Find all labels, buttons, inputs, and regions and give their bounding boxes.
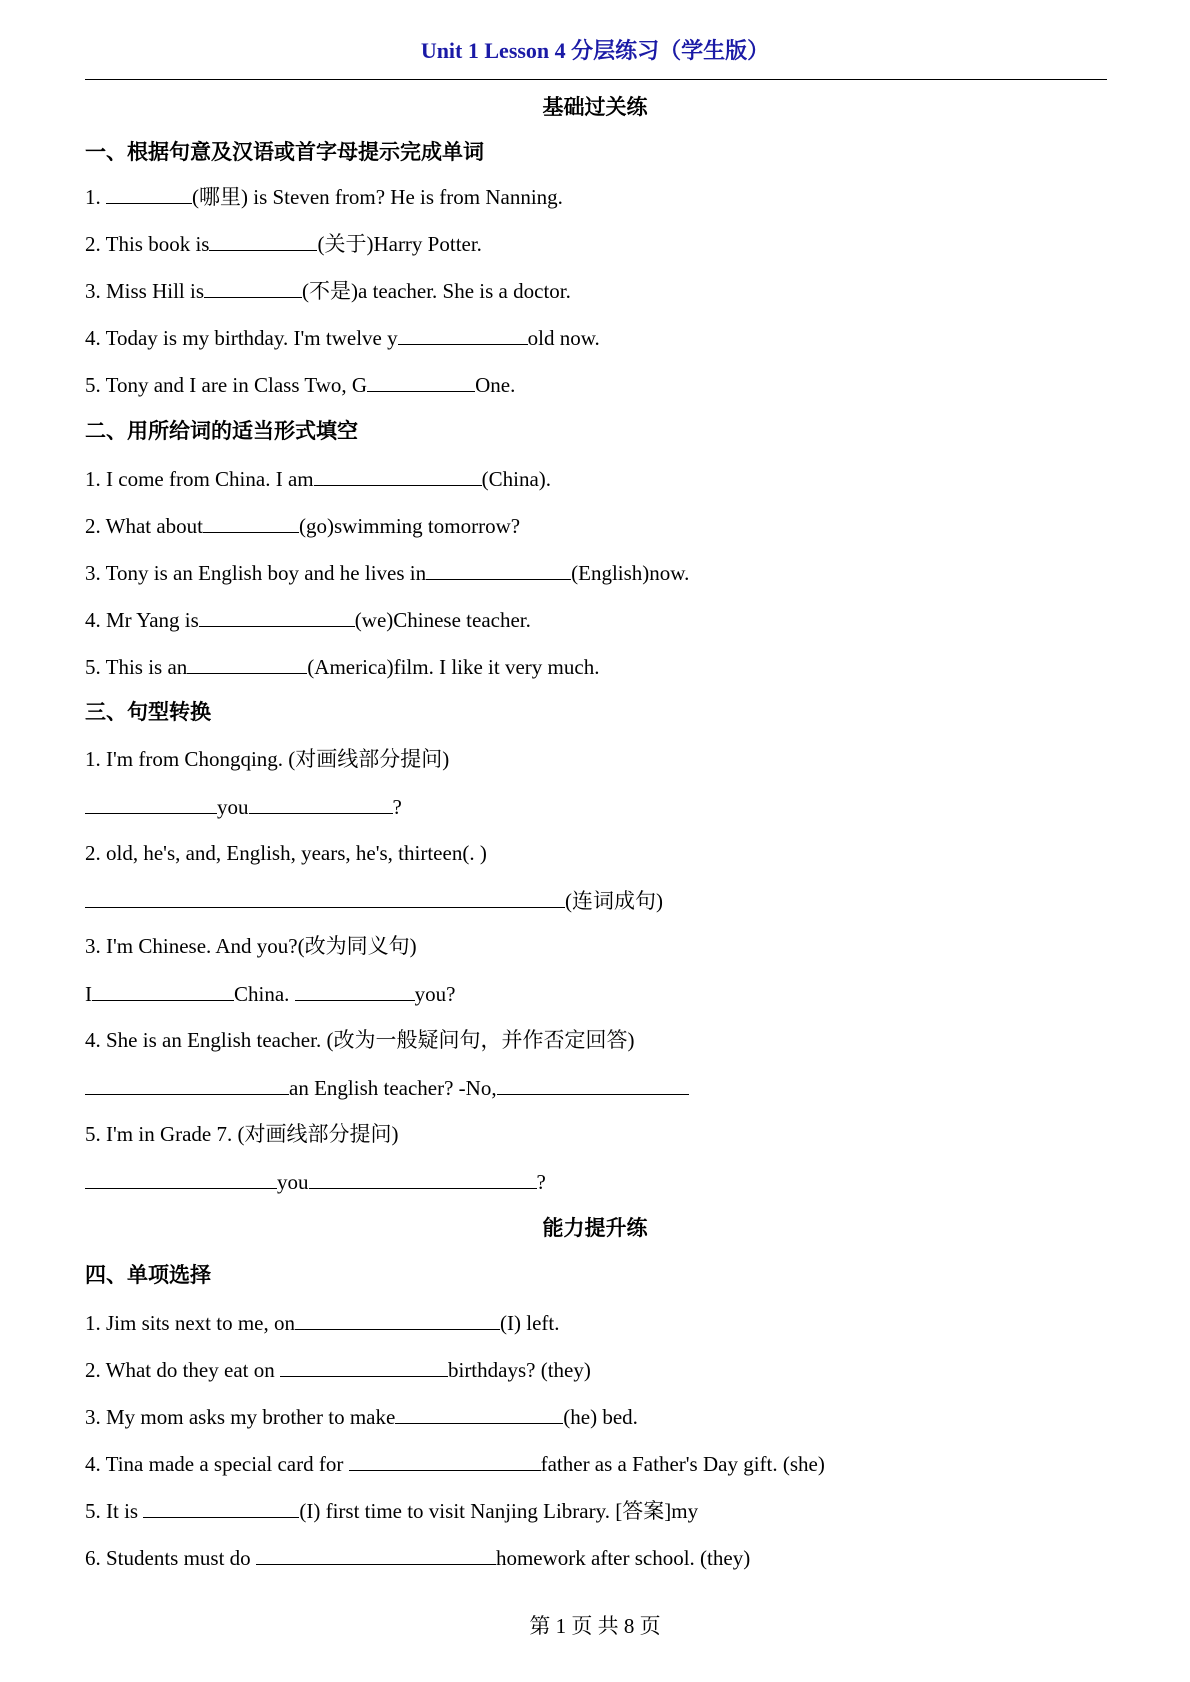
- s4-question-5: [85, 1497, 698, 1524]
- question-number: 1.: [85, 1311, 106, 1335]
- answer-blank[interactable]: [85, 887, 565, 908]
- question-text: (关于)Harry Potter.: [317, 232, 482, 256]
- s3-question-3: 3. I'm Chinese. And you?(改为同义句): [85, 934, 417, 958]
- question-number: 4.: [85, 326, 106, 350]
- answer-blank[interactable]: [280, 1356, 448, 1377]
- question-number: 2.: [85, 232, 106, 256]
- answer-text: I: [85, 982, 92, 1006]
- answer-blank[interactable]: [187, 653, 307, 674]
- answer-text: ?: [536, 1170, 546, 1194]
- question-text: old now.: [527, 326, 600, 350]
- answer-text: you?: [414, 982, 456, 1006]
- question-number: 1.: [85, 467, 106, 491]
- question-number: 4.: [85, 608, 106, 632]
- question-number: 1.: [85, 185, 106, 209]
- question-text: father as a Father's Day gift. (she): [540, 1452, 825, 1476]
- s2-question-2: [85, 512, 520, 539]
- answer-blank[interactable]: [295, 980, 415, 1001]
- page-header-title: Unit 1 Lesson 4 分层练习（学生版）: [420, 38, 770, 63]
- s2-question-3: [85, 559, 689, 586]
- question-text: Jim sits next to me, on: [106, 1311, 295, 1335]
- answer-blank[interactable]: [367, 371, 475, 392]
- s3-answer-5: [85, 1168, 546, 1195]
- s3-question-2: 2. old, he's, and, English, years, he's, thirteen(. ): [85, 841, 487, 865]
- page-footer: 第 1 页 共 8 页: [529, 1614, 661, 1638]
- s4-question-1: [85, 1309, 559, 1336]
- answer-blank[interactable]: [209, 230, 317, 251]
- question-text: One.: [475, 373, 516, 397]
- question-number: 3.: [85, 1405, 106, 1429]
- answer-blank[interactable]: [249, 793, 393, 814]
- answer-blank[interactable]: [349, 1450, 541, 1471]
- s3-answer-1: [85, 793, 402, 820]
- question-text: This is an: [105, 655, 188, 679]
- section-1-title: 一、根据句意及汉语或首字母提示完成单词: [85, 140, 484, 164]
- s3-answer-3: [85, 980, 456, 1007]
- question-number: 4.: [85, 1452, 106, 1476]
- question-number: 5.: [85, 655, 106, 679]
- s1-question-1: [85, 183, 563, 210]
- question-text: (I) first time to visit Nanjing Library. [答案]my: [299, 1499, 699, 1523]
- answer-blank[interactable]: [309, 1168, 537, 1189]
- question-text: It is: [106, 1499, 144, 1523]
- s1-question-2: [85, 230, 482, 257]
- ability-practice-title: 能力提升练: [542, 1216, 648, 1240]
- question-text: What do they eat on: [105, 1358, 280, 1382]
- answer-blank[interactable]: [106, 183, 192, 204]
- question-text: Tony is an English boy and he lives in: [105, 561, 427, 585]
- question-text: (I) left.: [500, 1311, 560, 1335]
- s1-question-5: [85, 371, 515, 398]
- answer-blank[interactable]: [85, 1168, 277, 1189]
- answer-text: ?: [392, 795, 402, 819]
- s1-question-3: [85, 277, 571, 304]
- question-text: Mr Yang is: [106, 608, 199, 632]
- answer-blank[interactable]: [497, 1074, 689, 1095]
- s3-question-1: 1. I'm from Chongqing. (对画线部分提问): [85, 747, 450, 771]
- question-text: Tony and I are in Class Two, G: [105, 373, 368, 397]
- s3-answer-2: [85, 887, 663, 914]
- question-number: 3.: [85, 561, 106, 585]
- header-divider: [85, 79, 1107, 80]
- answer-blank[interactable]: [85, 1074, 289, 1095]
- question-text: (America)film. I like it very much.: [307, 655, 600, 679]
- question-number: 3.: [85, 279, 106, 303]
- answer-blank[interactable]: [398, 324, 528, 345]
- s2-question-1: [85, 465, 551, 492]
- answer-text: you: [217, 795, 249, 819]
- answer-blank[interactable]: [204, 277, 302, 298]
- question-text: This book is: [105, 232, 210, 256]
- s4-question-6: [85, 1544, 750, 1571]
- question-text: I come from China. I am: [106, 467, 314, 491]
- s2-question-5: [85, 653, 599, 680]
- answer-blank[interactable]: [426, 559, 571, 580]
- s3-question-4: 4. She is an English teacher. (改为一般疑问句，并作否定回答): [85, 1028, 635, 1052]
- answer-blank[interactable]: [314, 465, 482, 486]
- question-text: Today is my birthday. I'm twelve y: [105, 326, 398, 350]
- question-text: (we)Chinese teacher.: [354, 608, 531, 632]
- section-4-title: 四、单项选择: [85, 1263, 211, 1287]
- answer-blank[interactable]: [256, 1544, 496, 1565]
- s3-answer-4: [85, 1074, 689, 1101]
- s2-question-4: [85, 606, 531, 633]
- question-text: Students must do: [106, 1546, 256, 1570]
- basic-practice-title: 基础过关练: [542, 95, 648, 119]
- question-number: 2.: [85, 514, 106, 538]
- question-text: (English)now.: [571, 561, 690, 585]
- answer-text: China.: [234, 982, 295, 1006]
- question-text: (哪里) is Steven from? He is from Nanning.: [192, 185, 563, 209]
- answer-blank[interactable]: [295, 1309, 500, 1330]
- question-number: 2.: [85, 1358, 106, 1382]
- answer-blank[interactable]: [143, 1497, 299, 1518]
- answer-blank[interactable]: [203, 512, 299, 533]
- question-text: Miss Hill is: [106, 279, 205, 303]
- question-text: (he) bed.: [563, 1405, 638, 1429]
- question-number: 6.: [85, 1546, 106, 1570]
- s4-question-3: [85, 1403, 638, 1430]
- question-text: My mom asks my brother to make: [106, 1405, 396, 1429]
- s1-question-4: [85, 324, 600, 351]
- answer-blank[interactable]: [395, 1403, 563, 1424]
- answer-text: (连词成句): [565, 889, 663, 913]
- question-text: (go)swimming tomorrow?: [299, 514, 521, 538]
- s4-question-2: [85, 1356, 591, 1383]
- s3-question-5: 5. I'm in Grade 7. (对画线部分提问): [85, 1122, 399, 1146]
- answer-text: an English teacher? -No,: [289, 1076, 497, 1100]
- section-3-title: 三、句型转换: [85, 700, 211, 724]
- question-text: birthdays? (they): [447, 1358, 591, 1382]
- section-2-title: 二、用所给词的适当形式填空: [85, 419, 358, 443]
- question-text: homework after school. (they): [495, 1546, 751, 1570]
- answer-text: you: [277, 1170, 309, 1194]
- question-number: 5.: [85, 373, 106, 397]
- question-number: 5.: [85, 1499, 106, 1523]
- question-text: (China).: [481, 467, 552, 491]
- question-text: (不是)a teacher. She is a doctor.: [302, 279, 571, 303]
- s4-question-4: [85, 1450, 825, 1477]
- answer-blank[interactable]: [92, 980, 234, 1001]
- answer-blank[interactable]: [85, 793, 217, 814]
- question-text: Tina made a special card for: [105, 1452, 349, 1476]
- answer-blank[interactable]: [199, 606, 355, 627]
- question-text: What about: [105, 514, 204, 538]
